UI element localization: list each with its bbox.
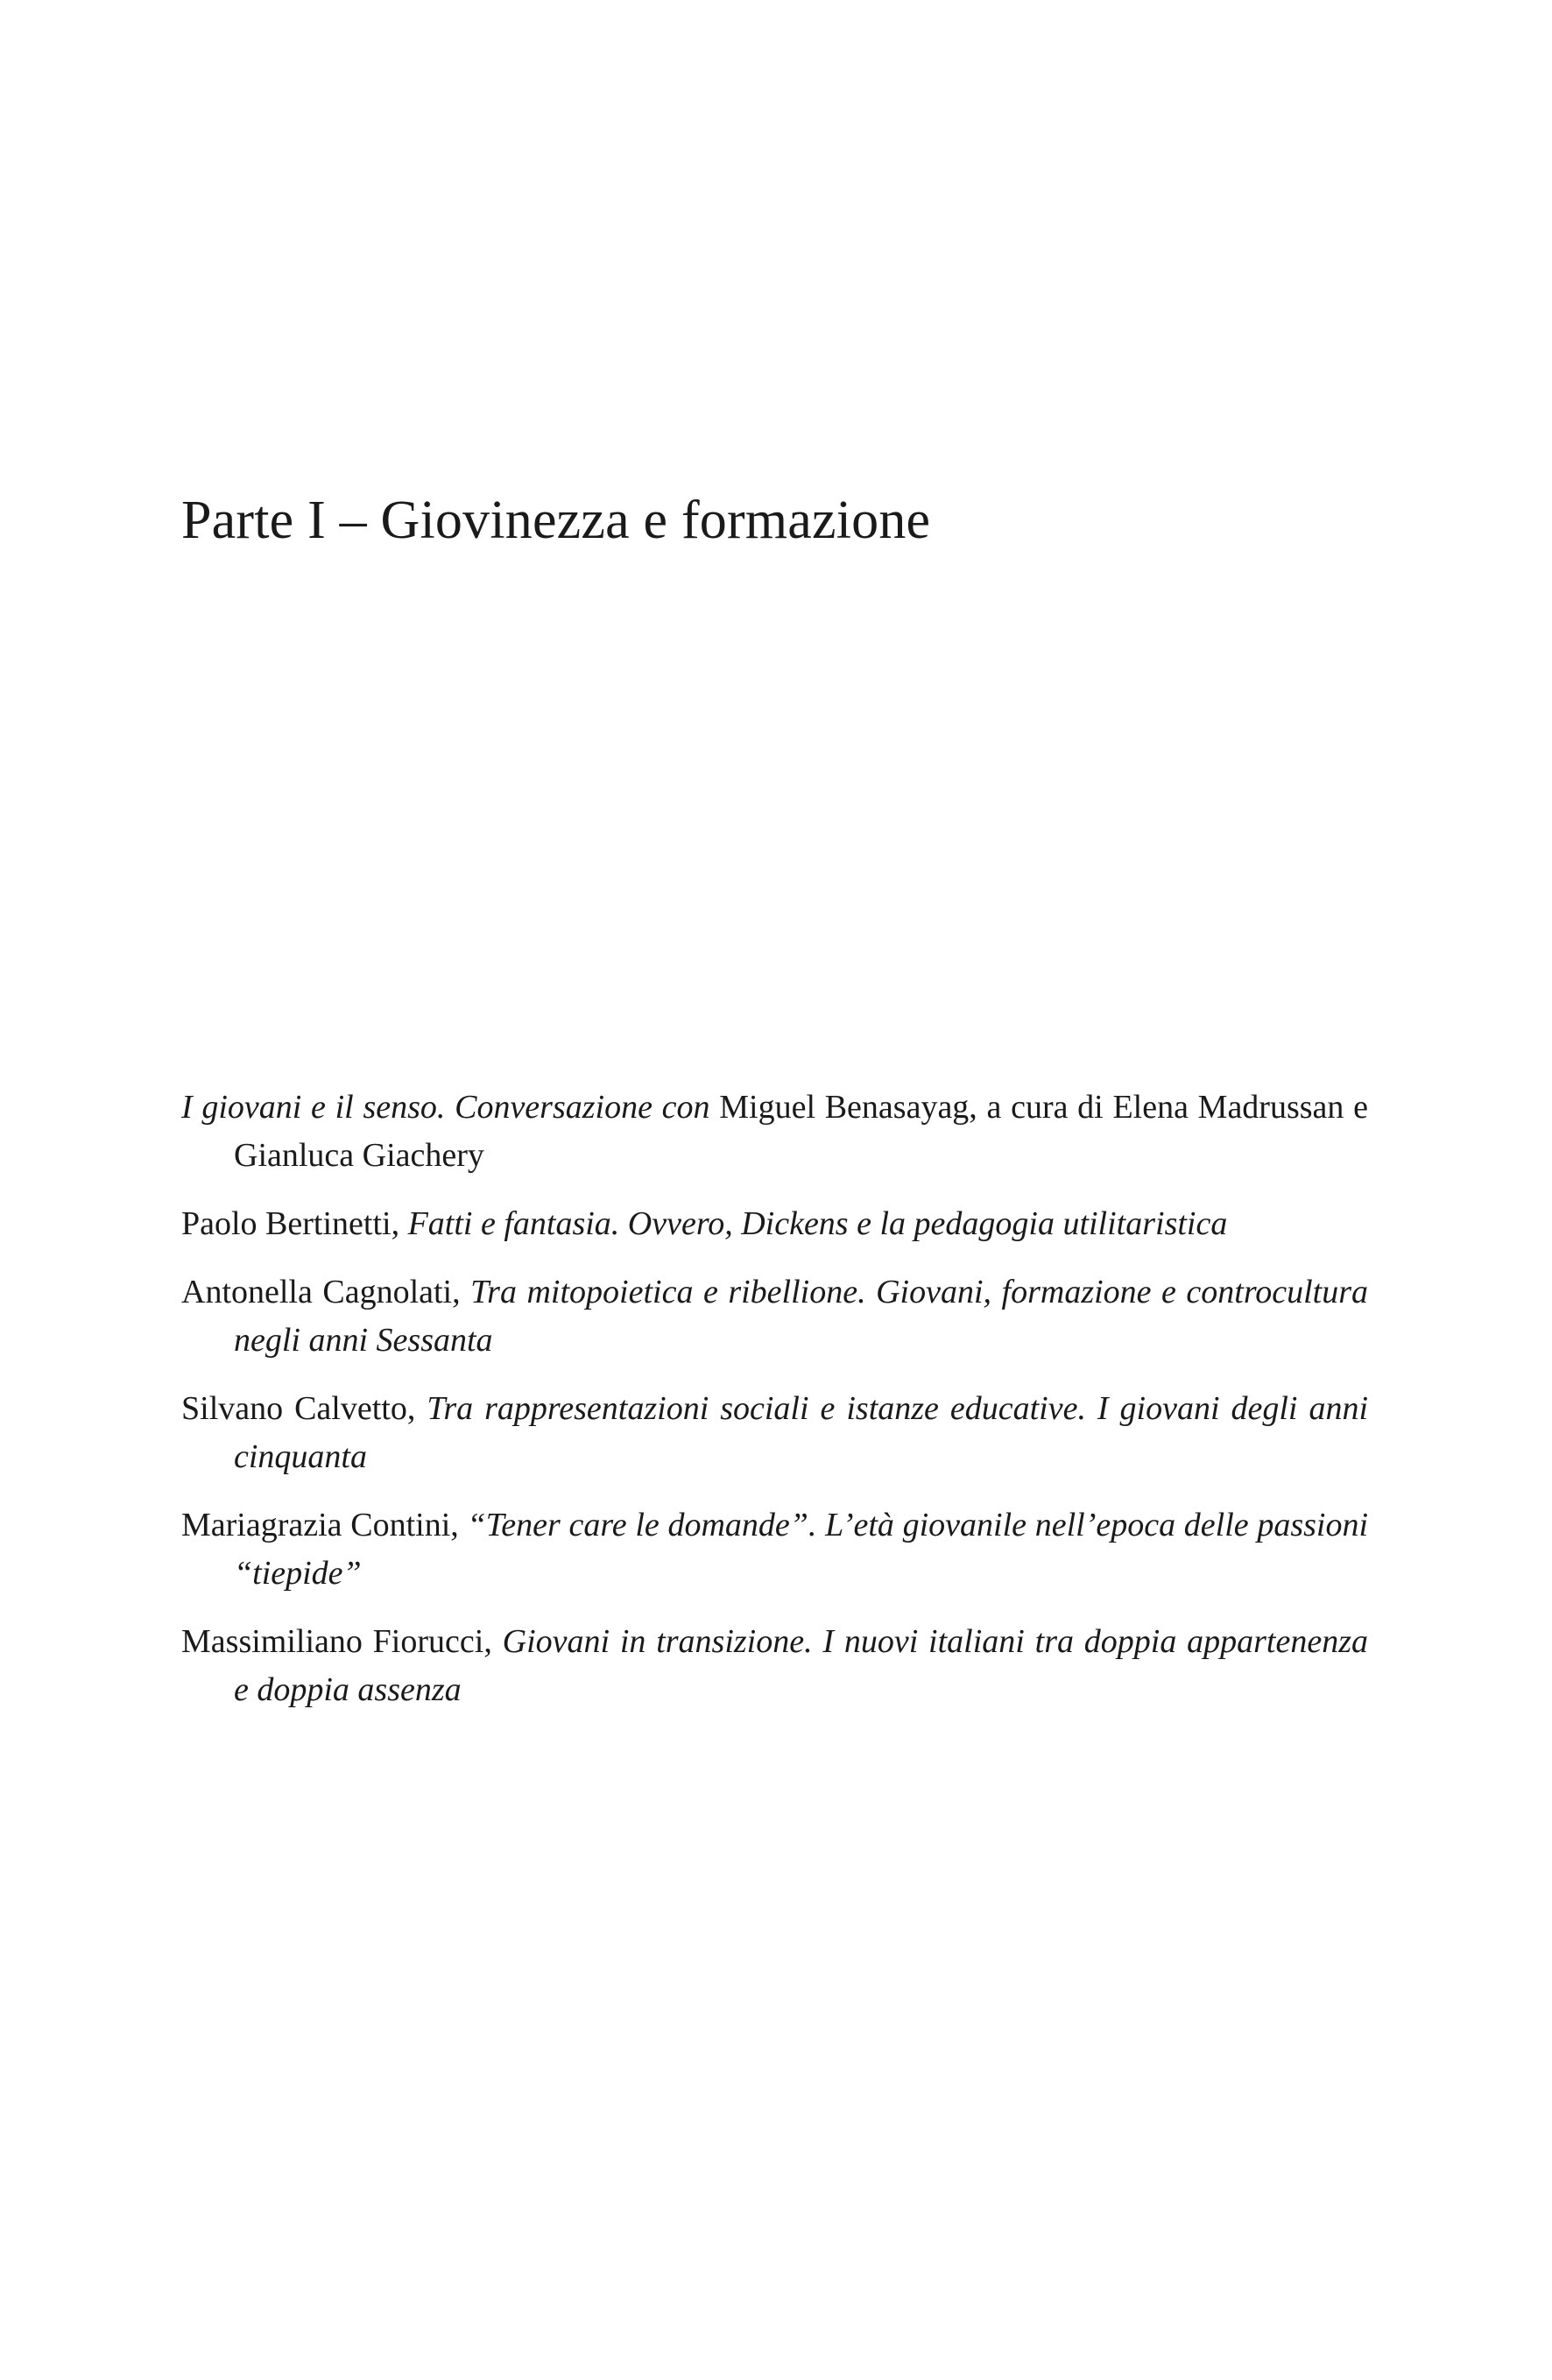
toc-entry — [181, 1618, 1368, 1714]
entry-title: Giovani in transizione. I nuovi italiani tra doppia appartenenza e doppia assenza — [234, 1623, 1368, 1708]
toc-entry — [181, 1501, 1368, 1598]
entry-title: Tra rappresentazioni sociali e istanze educative. I giovani degli anni cinquanta — [234, 1390, 1368, 1475]
entry-author: Mariagrazia Contini, — [181, 1507, 459, 1543]
entry-author: Antonella Cagnolati, — [181, 1274, 461, 1310]
entry-title: Tra mitopoietica e ribellione. Giovani, formazione e controcultura negli anni Sessanta — [234, 1274, 1368, 1359]
entry-title: “Tener care le domande”. L’età giovanile nell’epoca delle passioni “tiepide” — [234, 1507, 1369, 1592]
table-of-contents — [181, 1084, 1368, 1734]
entry-title: I giovani e il senso. Conversazione con — [181, 1089, 710, 1126]
toc-entry — [181, 1385, 1368, 1481]
entry-author: Massimiliano Fiorucci, — [181, 1623, 492, 1660]
toc-entry — [181, 1200, 1368, 1248]
entry-credits: Miguel Benasayag, a cura di Elena Madrussan e Gianluca Giachery — [234, 1089, 1368, 1174]
toc-entry — [181, 1268, 1368, 1365]
entry-title: Fatti e fantasia. Ovvero, Dickens e la pedagogia utilitaristica — [407, 1205, 1228, 1242]
part-title: Parte I – Giovinezza e formazione — [181, 491, 931, 550]
toc-entry — [181, 1084, 1368, 1180]
entry-author: Paolo Bertinetti, — [181, 1205, 400, 1242]
entry-author: Silvano Calvetto, — [181, 1390, 416, 1427]
